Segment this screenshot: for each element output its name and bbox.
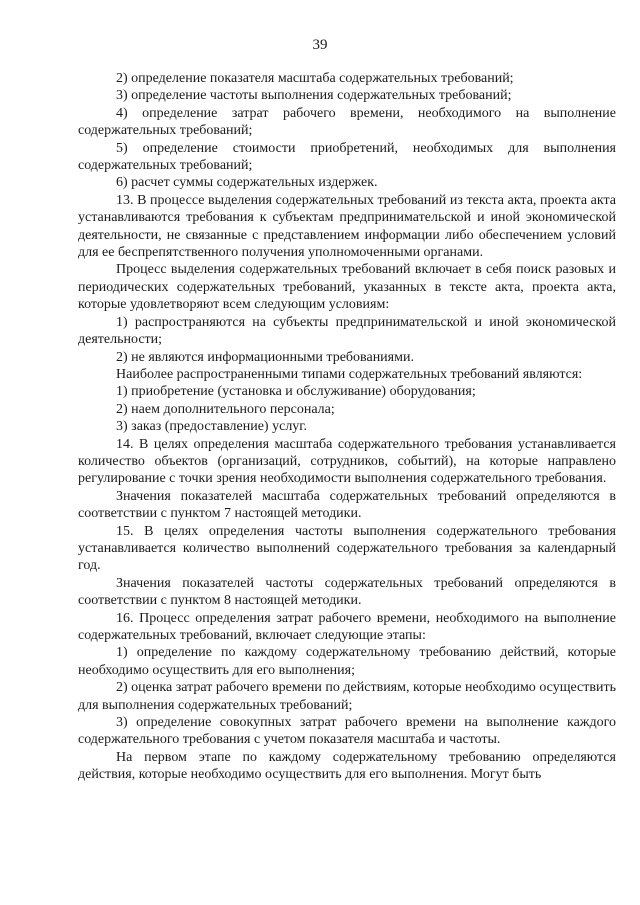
paragraph: 3) определение совокупных затрат рабочего времени на выполнение каждого содержательного требования с учетом показателя масштаба и частоты. — [78, 715, 616, 748]
paragraph: Значения показателей частоты содержательных требований определяются в соответствии с пунктом 8 настоящей методики. — [78, 575, 616, 609]
paragraph: 3) заказ (предоставление) услуг. — [116, 419, 307, 435]
paragraph: 2) оценка затрат рабочего времени по действиям, которые необходимо осуществить для выполнения содержательных требований; — [78, 680, 616, 713]
paragraph: 13. В процессе выделения содержательных требований из текста акта, проекта акта устанавливаются требования к субъектам предпринимательской и иной экономической деятельности, не связанные с представлением информации либо обеспечением условий для ее беспрепятственного получения уполномоченными органами. — [78, 192, 616, 261]
paragraph: 15. В целях определения частоты выполнения содержательного требования устанавливается количество выполнений содержательного требования за календарный год. — [78, 523, 616, 574]
paragraph: Наиболее распространенными типами содержательных требований являются: — [116, 366, 583, 382]
paragraph: 5) определение стоимости приобретений, необходимых для выполнения содержательных требований; — [78, 140, 616, 174]
paragraph: 2) наем дополнительного персонала; — [116, 401, 335, 417]
paragraph: 14. В целях определения масштаба содержательного требования устанавливается количество объектов (организаций, сотрудников, событий), на которые направлено регулирование с точки зрения необходимости выполнения содержательного требования. — [78, 436, 616, 487]
paragraph: 2) определение показателя масштаба содержательных требований; — [116, 71, 514, 86]
paragraph: Процесс выделения содержательных требований включает в себя поиск разовых и периодических содержательных требований, указанных в тексте акта, проекта акта, которые удовлетворяют всем следующим условиям: — [78, 262, 616, 313]
paragraph: 1) приобретение (установка и обслуживание) оборудования; — [116, 384, 476, 400]
paragraph: 3) определение частоты выполнения содержательных требований; — [116, 88, 512, 104]
paragraph: 1) определение по каждому содержательному требованию действий, которые необходимо осуществить для его выполнения; — [78, 645, 616, 678]
paragraph: Значения показателей масштаба содержательных требований определяются в соответствии с пунктом 7 настоящей методики. — [78, 488, 616, 522]
paragraph: 1) распространяются на субъекты предпринимательской и иной экономической деятельности; — [78, 314, 616, 348]
paragraph: 16. Процесс определения затрат рабочего времени, необходимого на выполнение содержательных требований, включает следующие этапы: — [78, 610, 616, 643]
document-body — [78, 70, 616, 784]
paragraph: 2) не являются информационными требованиями. — [116, 349, 414, 365]
paragraph: 6) расчет суммы содержательных издержек. — [116, 175, 378, 191]
paragraph: 4) определение затрат рабочего времени, необходимого на выполнение содержательных требований; — [78, 105, 616, 139]
paragraph: На первом этапе по каждому содержательному требованию определяются действия, которые необходимо осуществить для его выполнения. Могут быть — [78, 749, 616, 783]
page-number: 39 — [312, 37, 328, 53]
